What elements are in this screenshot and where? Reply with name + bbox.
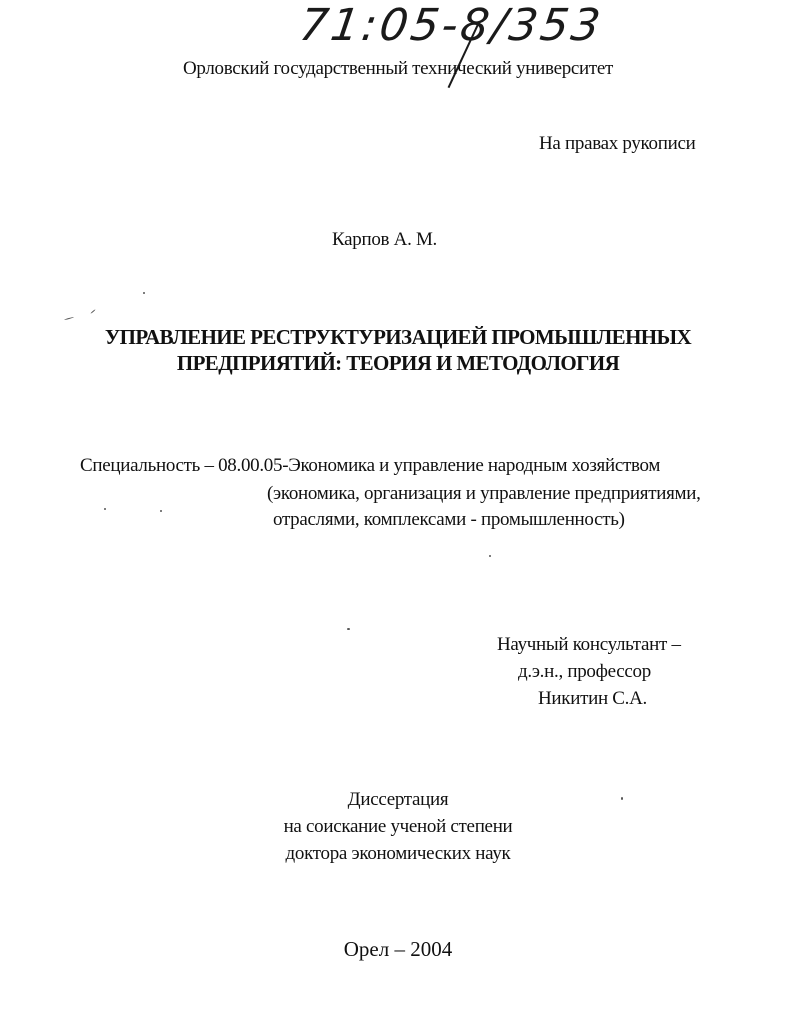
scan-artifact xyxy=(90,309,95,314)
city-year: Орел – 2004 xyxy=(343,937,453,961)
dissertation-title-line-1: УПРАВЛЕНИЕ РЕСТРУКТУРИЗАЦИЕЙ ПРОМЫШЛЕННЫХ xyxy=(104,325,692,349)
scan-artifact xyxy=(143,292,145,294)
dissertation-label: Диссертация xyxy=(347,789,449,810)
scan-artifact xyxy=(489,555,491,557)
scan-artifact xyxy=(160,510,162,512)
specialty-line-3: отраслями, комплексами - промышленность) xyxy=(273,509,625,530)
manuscript-rights-label: На правах рукописи xyxy=(539,133,696,154)
dissertation-title-line-2: ПРЕДПРИЯТИЙ: ТЕОРИЯ И МЕТОДОЛОГИЯ xyxy=(176,351,620,375)
specialty-line-1: Специальность – 08.00.05-Экономика и управление народным хозяйством xyxy=(80,455,661,476)
scan-artifact xyxy=(621,797,623,800)
consultant-name: Никитин С.А. xyxy=(538,688,647,709)
author-name: Карпов А. М. xyxy=(332,229,438,250)
handwritten-catalog-code: 71:05-8/353 xyxy=(296,0,607,51)
scientific-consultant-label: Научный консультант – xyxy=(497,634,681,655)
degree-name-line: доктора экономических наук xyxy=(285,843,511,864)
scan-artifact xyxy=(104,508,106,510)
university-name: Орловский государственный технический университет xyxy=(182,58,614,79)
degree-pursuit-line: на соискание ученой степени xyxy=(283,816,513,837)
specialty-line-2: (экономика, организация и управление предприятиями, xyxy=(267,483,701,504)
scan-artifact xyxy=(64,317,74,321)
scan-artifact xyxy=(347,628,350,630)
consultant-degree: д.э.н., профессор xyxy=(518,661,651,682)
